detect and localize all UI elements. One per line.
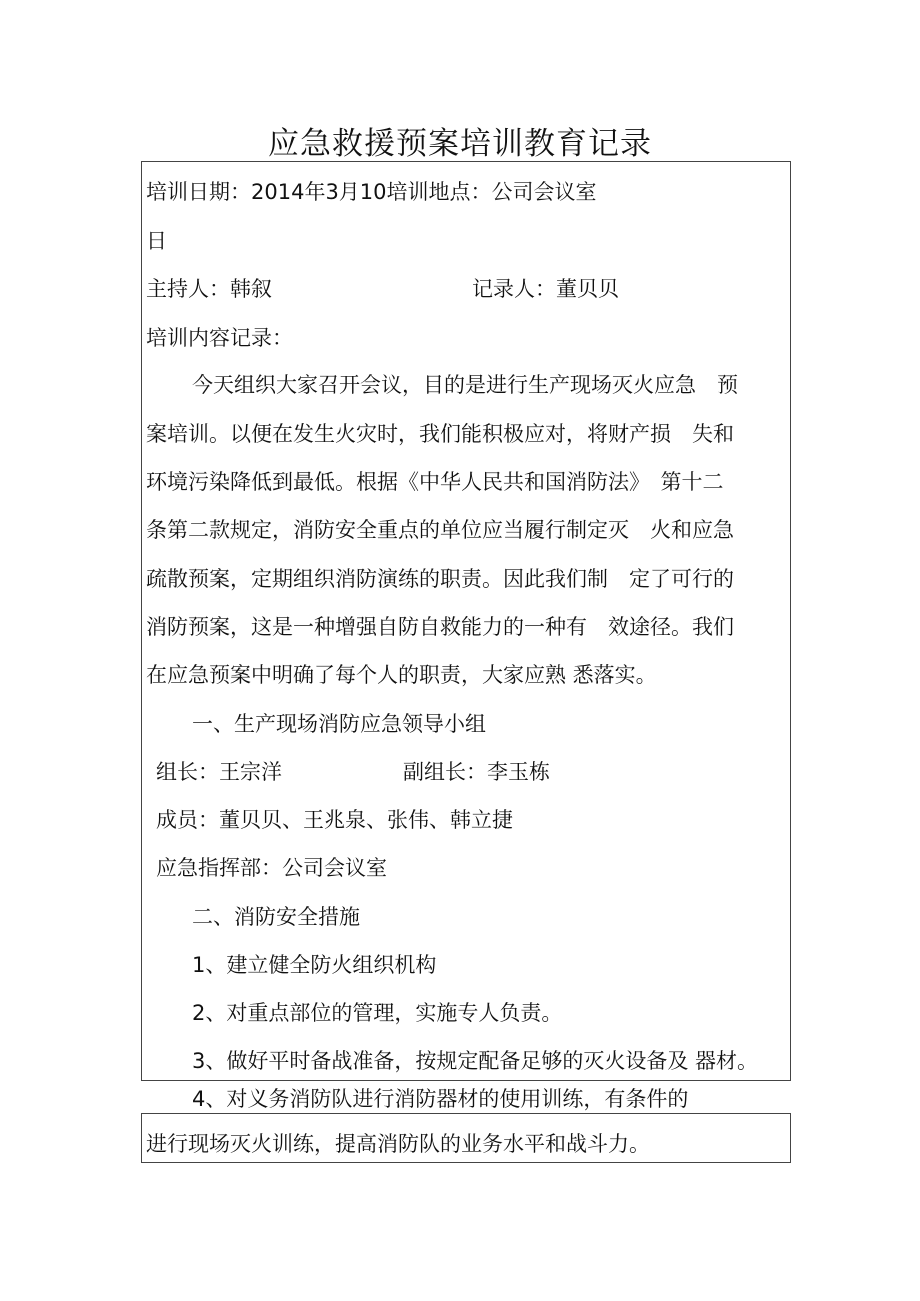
paragraph-line: 今天组织大家召开会议，目的是进行生产现场灭火应急 预 bbox=[192, 373, 738, 397]
paragraph-line: 条第二款规定，消防安全重点的单位应当履行制定灭 火和应急 bbox=[146, 518, 734, 542]
paragraph-line: 疏散预案，定期组织消防演练的职责。因此我们制 定了可行的 bbox=[146, 567, 734, 591]
content-label: 培训内容记录： bbox=[146, 326, 293, 350]
deputy-group-leader: 副组长：李玉栋 bbox=[403, 760, 550, 784]
section-heading: 一、生产现场消防应急领导小组 bbox=[192, 712, 486, 736]
group-leader: 组长：王宗洋 bbox=[156, 760, 282, 784]
measure-item: 1、建立健全防火组织机构 bbox=[192, 953, 437, 977]
section-heading: 二、消防安全措施 bbox=[192, 905, 360, 929]
measure-item-continuation: 进行现场灭火训练，提高消防队的业务水平和战斗力。 bbox=[146, 1132, 650, 1156]
measure-item: 4、对义务消防队进行消防器材的使用训练，有条件的 bbox=[192, 1087, 689, 1111]
recorder: 记录人：董贝贝 bbox=[472, 277, 619, 301]
measure-item: 3、做好平时备战准备，按规定配备足够的灭火设备及 器材。 bbox=[192, 1049, 759, 1073]
command-center: 应急指挥部：公司会议室 bbox=[156, 856, 387, 880]
training-date-location: 培训日期：2014年3月10培训地点：公司会议室 bbox=[146, 180, 597, 204]
training-date-wrap: 日 bbox=[146, 229, 167, 253]
document-title: 应急救援预案培训教育记录 bbox=[268, 126, 652, 162]
paragraph-line: 案培训。以便在发生火灾时，我们能积极应对，将财产损 失和 bbox=[146, 422, 734, 446]
group-members: 成员：董贝贝、王兆泉、张伟、韩立捷 bbox=[156, 808, 513, 832]
measure-item: 2、对重点部位的管理，实施专人负责。 bbox=[192, 1001, 563, 1025]
paragraph-line: 环境污染降低到最低。根据《中华人民共和国消防法》 第十二 bbox=[146, 470, 724, 494]
host: 主持人：韩叙 bbox=[146, 277, 272, 301]
paragraph-line: 消防预案，这是一种增强自防自救能力的一种有 效途径。我们 bbox=[146, 615, 734, 639]
paragraph-line: 在应急预案中明确了每个人的职责，大家应熟 悉落实。 bbox=[146, 663, 657, 687]
